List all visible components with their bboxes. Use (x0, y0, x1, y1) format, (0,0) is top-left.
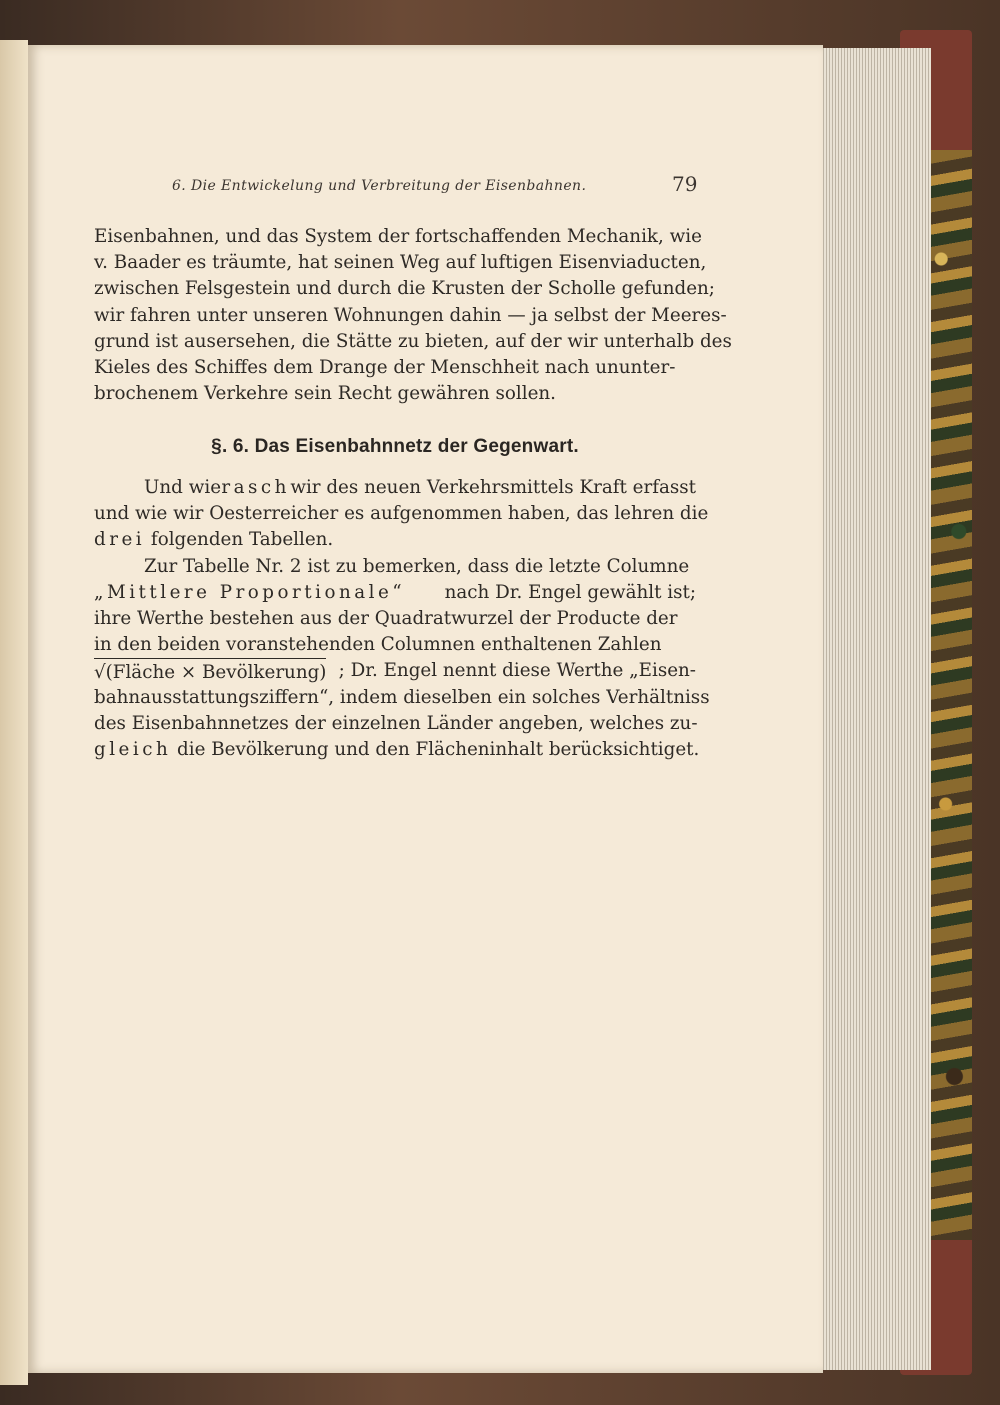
text-line: und wie wir Oesterreicher es aufgenommen haben, das lehren die (94, 503, 709, 525)
text-line: bahnausstattungsziffern“, indem dieselben ein solches Verhältniss (94, 686, 710, 708)
emphasis-run: drei (94, 529, 146, 551)
page-stack-edge (820, 48, 931, 1370)
text-line: brochenem Verkehre sein Recht gewähren sollen. (94, 383, 556, 405)
text-line: Zur Tabelle Nr. 2 ist zu bemerken, dass die letzte Columne (144, 555, 690, 577)
emphasis-run: „Mittlere Proportionale“ (94, 581, 406, 603)
section-heading: §. 6. Das Eisenbahnnetz der Gegenwart. (211, 436, 579, 457)
text-line (94, 580, 696, 606)
text-line: Eisenbahnen, und das System der fortschaffenden Mechanik, wie (94, 226, 702, 247)
text-line: Kieles des Schiffes dem Drange der Menschheit nach ununter- (94, 356, 676, 378)
text-run: nach Dr. Engel gewählt ist; (444, 581, 696, 603)
sqrt-expression: √(Fläche × Bevölkerung) (94, 658, 326, 684)
marbled-endpaper (928, 150, 972, 1240)
running-head: 6. Die Entwickelung und Verbreitung der Eisenbahnen. (172, 178, 587, 194)
text-run: Und wie (144, 477, 222, 498)
text-line (94, 527, 696, 553)
text-run: folgenden Tabellen. (150, 529, 334, 551)
text-line: zwischen Felsgestein und durch die Krusten der Scholle gefunden; (94, 278, 715, 300)
facing-page-edge (0, 40, 28, 1385)
text-line: in den beiden voranstehenden Columnen enthaltenen Zahlen (94, 634, 662, 656)
text-line: wir fahren unter unseren Wohnungen dahin — ja selbst der Meeres- (94, 304, 727, 326)
text-run: die Bevölkerung und den Flächeninhalt berücksichtiget. (177, 738, 700, 760)
text-line (94, 737, 700, 763)
text-run: wir des neuen Verkehrsmittels Kraft erfasst (290, 477, 696, 498)
text-run: ; Dr. Engel nennt diese Werthe „Eisen- (338, 660, 696, 682)
text-line: grund ist ausersehen, die Stätte zu bieten, auf der wir unterhalb des (94, 330, 732, 352)
text-line (94, 658, 696, 684)
emphasis-run: gleich (94, 738, 172, 760)
text-line: ihre Werthe bestehen aus der Quadratwurzel der Producte der (94, 607, 678, 629)
text-line (94, 475, 696, 501)
emphasis-run: rasch (221, 477, 290, 498)
text-line: des Eisenbahnnetzes der einzelnen Länder angeben, welches zu- (94, 712, 698, 734)
paragraphs-2-3 (94, 475, 710, 763)
paragraph-1 (94, 224, 732, 407)
text-line: v. Baader es träumte, hat seinen Weg auf luftigen Eisenviaducten, (94, 252, 707, 274)
page-number: 79 (672, 172, 698, 196)
